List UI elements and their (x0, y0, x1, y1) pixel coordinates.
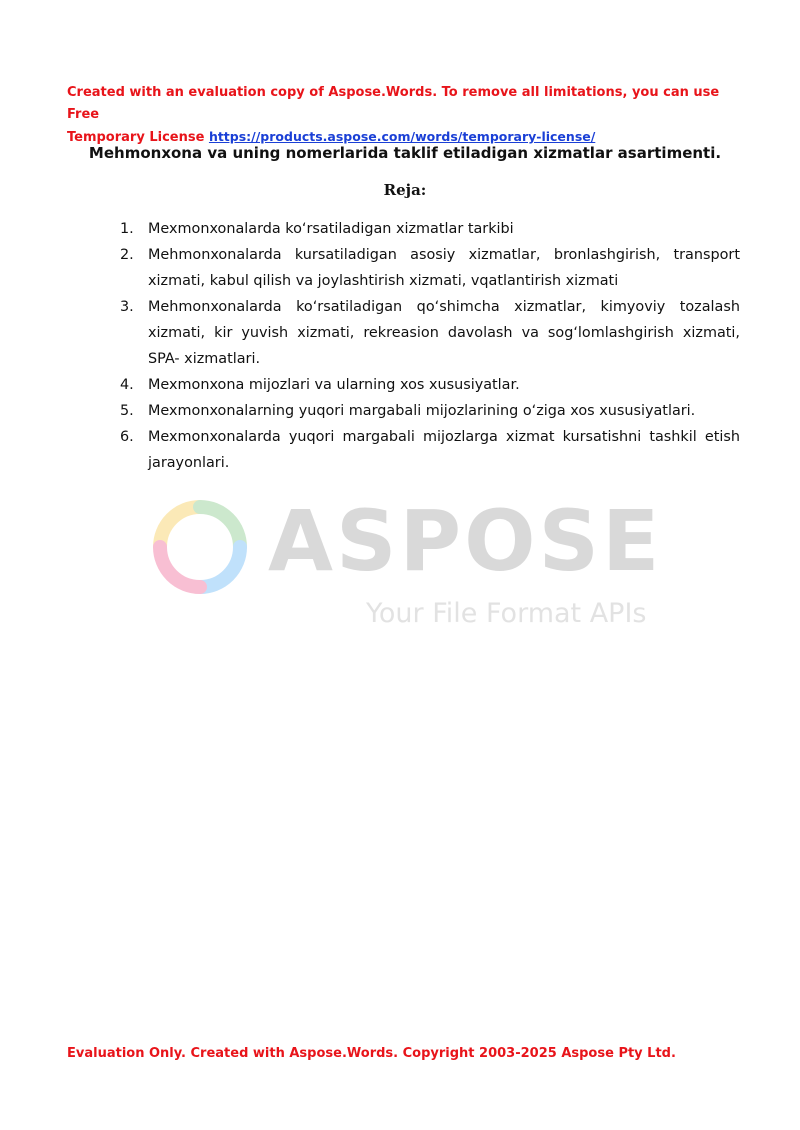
plan-item-text: Mexmonxonalarda yuqori margabali mijozlarga xizmat kursatishni tashkil etish jarayonlari. (148, 429, 740, 471)
evaluation-footer: Evaluation Only. Created with Aspose.Words. Copyright 2003-2025 Aspose Pty Ltd. (67, 1046, 676, 1061)
temporary-license-link[interactable]: https://products.aspose.com/words/temporary-license/ (208, 129, 596, 144)
watermark-brand: ASPOSE (268, 492, 663, 590)
evaluation-notice-line1: Created with an evaluation copy of Aspose.Words. To remove all limitations, you can use Free (67, 85, 720, 122)
document-title: Mehmonxona va uning nomerlarida taklif etiladigan xizmatlar asartimenti. (88, 144, 722, 162)
plan-list-item (120, 216, 740, 242)
plan-list-item (120, 398, 740, 424)
aspose-watermark (140, 490, 680, 650)
plan-item-number: 6. (120, 429, 134, 445)
aspose-swirl-logo-icon (140, 492, 260, 602)
plan-item-number: 5. (120, 403, 134, 419)
plan-item-text: Mehmonxonalarda ko‘rsatiladigan qo‘shimcha xizmatlar, kimyoviy tozalash xizmati, kir yuvish xizmati, rekreasion davolash va sog‘lomlashgirish xizmati, SPA- xizmatlari. (148, 299, 740, 367)
plan-list (120, 216, 740, 476)
plan-item-number: 1. (120, 221, 134, 237)
plan-item-text: Mexmonxona mijozlari va ularning xos xususiyatlar. (148, 377, 520, 393)
plan-item-number: 2. (120, 247, 134, 263)
evaluation-notice-line2-prefix: Temporary License (67, 130, 209, 145)
plan-item-number: 3. (120, 299, 134, 315)
plan-item-text: Mehmonxonalarda kursatiladigan asosiy xizmatlar, bronlashgirish, transport xizmati, kabul qilish va joylashtirish xizmati, vqatlantirish xizmati (148, 247, 740, 289)
plan-list-item (120, 242, 740, 294)
evaluation-notice (67, 82, 747, 149)
plan-list-item (120, 372, 740, 398)
watermark-tagline: Your File Format APIs (366, 598, 647, 629)
plan-item-number: 4. (120, 377, 134, 393)
plan-heading: Reja: (383, 181, 427, 199)
plan-list-item (120, 294, 740, 372)
plan-item-text: Mexmonxonalarda ko‘rsatiladigan xizmatlar tarkibi (148, 221, 514, 237)
plan-item-text: Mexmonxonalarning yuqori margabali mijozlarining o‘ziga xos xususiyatlari. (148, 403, 696, 419)
plan-list-item (120, 424, 740, 476)
